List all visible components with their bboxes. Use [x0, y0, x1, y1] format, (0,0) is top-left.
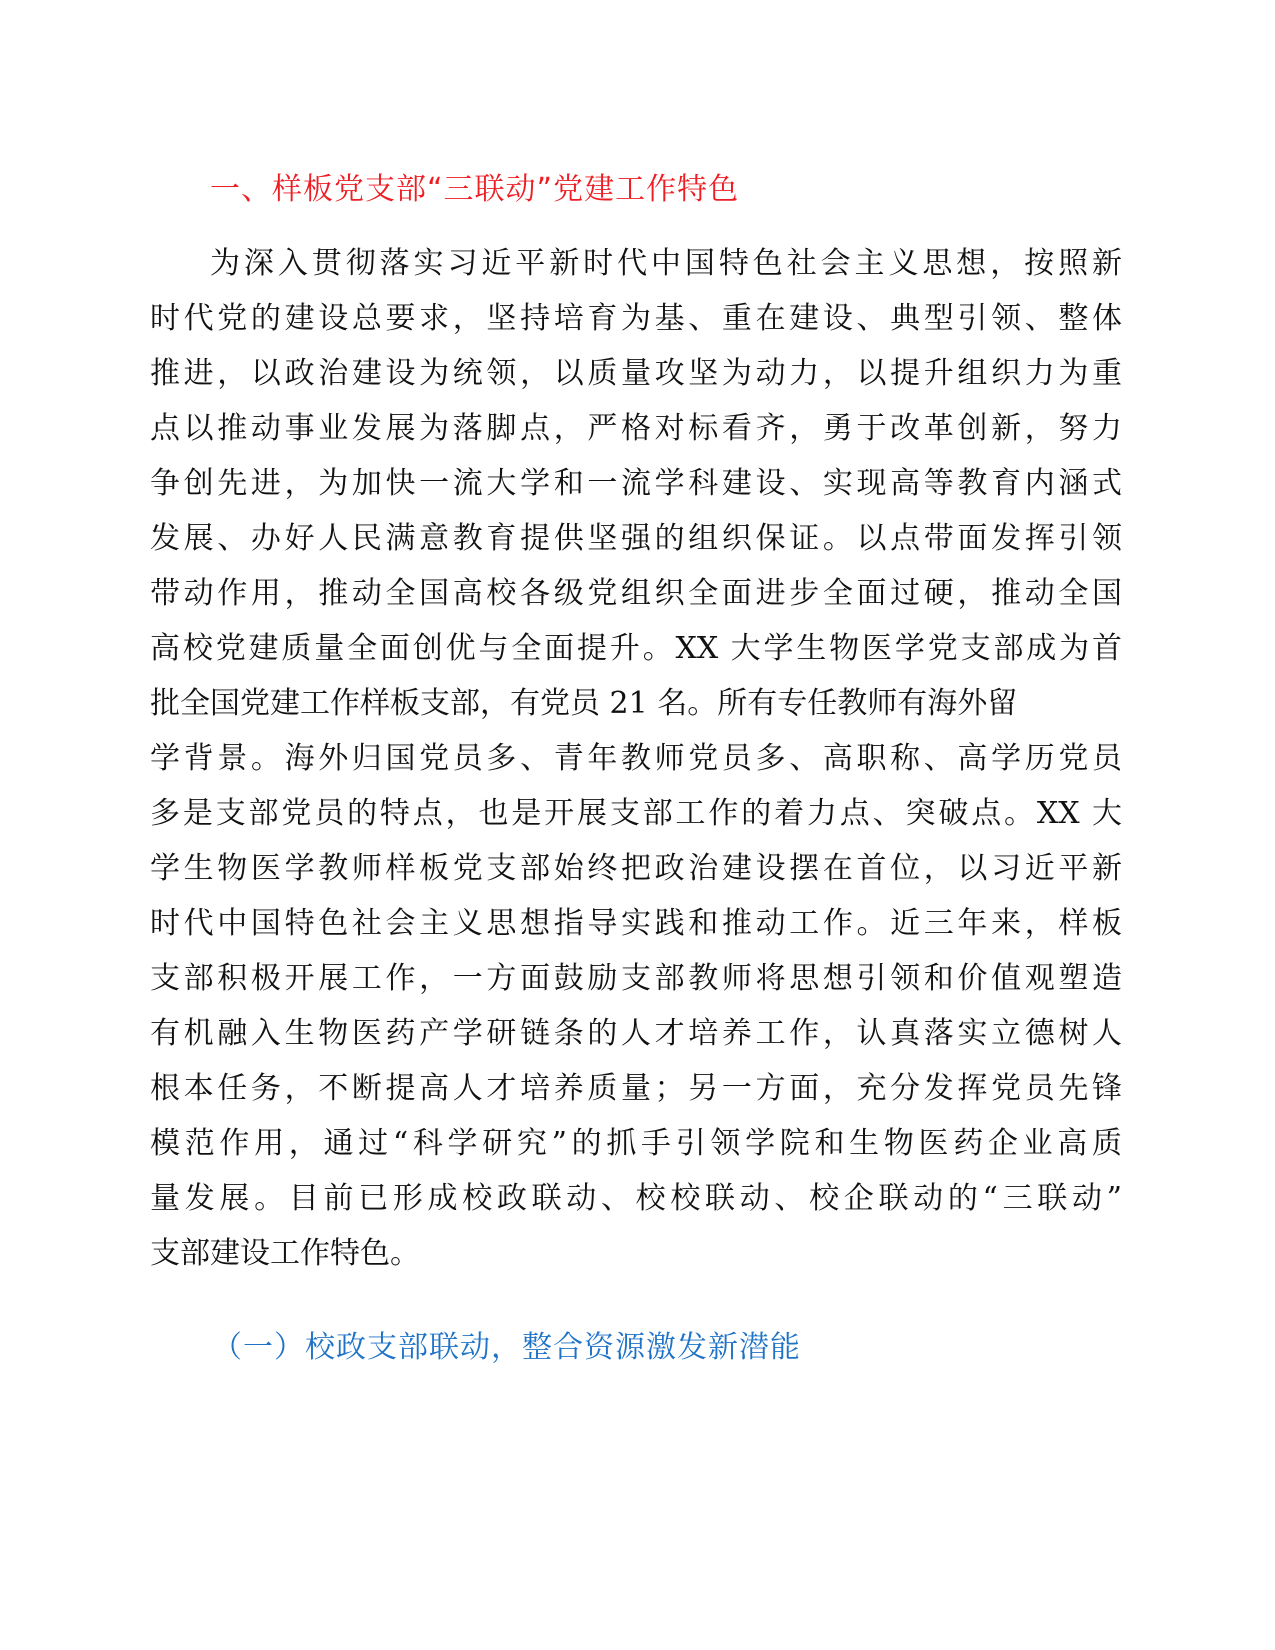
paragraph-line: 带动作用，推动全国高校各级党组织全面进步全面过硬，推动全国 — [150, 576, 1122, 611]
paragraph-line: 多是支部党员的特点，也是开展支部工作的着力点、突破点。XX 大 — [150, 796, 1122, 831]
paragraph-line: 有机融入生物医药产学研链条的人才培养工作，认真落实立德树人 — [150, 1016, 1122, 1051]
paragraph-line: 批全国党建工作样板支部，有党员 21 名。所有专任教师有海外留 — [150, 686, 1018, 721]
paragraph-line: 支部建设工作特色。 — [150, 1236, 420, 1271]
paragraph-line: 根本任务，不断提高人才培养质量；另一方面，充分发挥党员先锋 — [150, 1071, 1122, 1106]
paragraph-line: 学生物医学教师样板党支部始终把政治建设摆在首位，以习近平新 — [150, 851, 1122, 886]
paragraph-line: 模范作用，通过“科学研究”的抓手引领学院和生物医药企业高质 — [150, 1126, 1122, 1161]
paragraph-line: 量发展。目前已形成校政联动、校校联动、校企联动的“三联动” — [150, 1181, 1122, 1216]
paragraph-line: 点以推动事业发展为落脚点，严格对标看齐，勇于改革创新，努力 — [150, 411, 1122, 446]
subsection-title: （一）校政支部联动，整合资源激发新潜能 — [212, 1330, 801, 1365]
paragraph-line: 学背景。海外归国党员多、青年教师党员多、高职称、高学历党员 — [150, 741, 1122, 776]
paragraph-line: 时代中国特色社会主义思想指导实践和推动工作。近三年来，样板 — [150, 906, 1122, 941]
section-title: 一、样板党支部“三联动”党建工作特色 — [210, 172, 740, 207]
paragraph-line: 时代党的建设总要求，坚持培育为基、重在建设、典型引领、整体 — [150, 301, 1122, 336]
paragraph-line: 支部积极开展工作，一方面鼓励支部教师将思想引领和价值观塑造 — [150, 961, 1122, 996]
paragraph-line: 争创先进，为加快一流大学和一流学科建设、实现高等教育内涵式 — [150, 466, 1122, 501]
paragraph-line: 发展、办好人民满意教育提供坚强的组织保证。以点带面发挥引领 — [150, 521, 1122, 556]
paragraph-line: 推进，以政治建设为统领，以质量攻坚为动力，以提升组织力为重 — [150, 356, 1122, 391]
paragraph-line: 为深入贯彻落实习近平新时代中国特色社会主义思想，按照新 — [210, 246, 1122, 281]
body-paragraph — [150, 236, 1122, 1281]
paragraph-line: 高校党建质量全面创优与全面提升。XX 大学生物医学党支部成为首 — [150, 631, 1122, 666]
